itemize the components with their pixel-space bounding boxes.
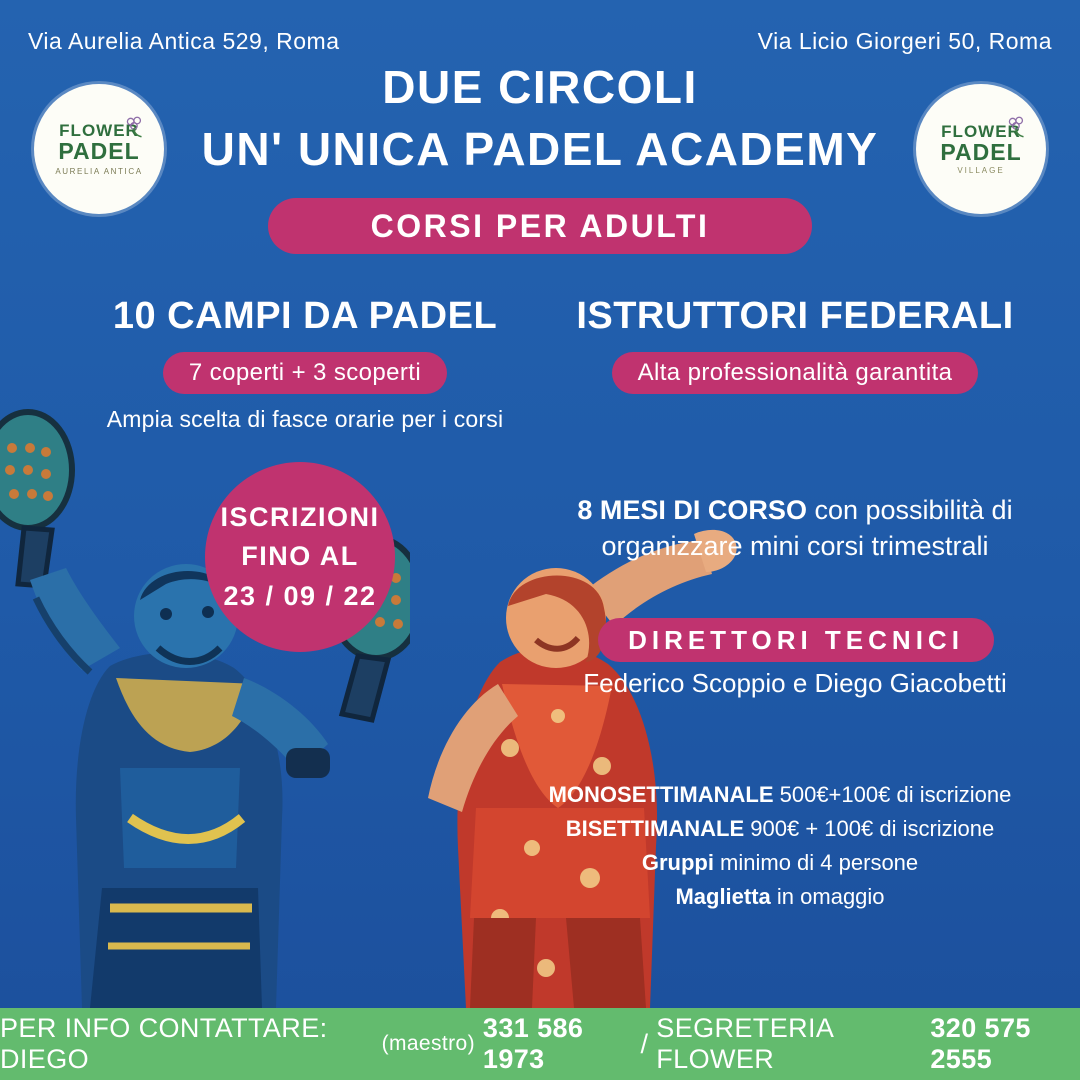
subtitle-pill: CORSI PER ADULTI xyxy=(268,198,812,254)
address-right: Via Licio Giorgeri 50, Roma xyxy=(757,28,1052,54)
flower-leaf-icon xyxy=(122,114,148,140)
feature-right xyxy=(560,296,1030,394)
logo-right-padel: PADEL xyxy=(940,138,1022,165)
direttori-pill: DIRETTORI TECNICI xyxy=(598,618,994,662)
footer-phone-1[interactable]: 331 586 1973 xyxy=(482,1013,584,1074)
logo-flower-padel-aurelia xyxy=(34,84,164,214)
logo-left-sub: AURELIA ANTICA xyxy=(55,166,143,176)
logo-right-sub: VILLAGE xyxy=(957,166,1005,176)
footer-segreteria: SEGRETERIA FLOWER xyxy=(656,1013,833,1074)
price-label: BISETTIMANALE xyxy=(565,816,745,842)
price-value: in omaggio xyxy=(770,884,885,910)
feature-left-pill: 7 coperti + 3 scoperti xyxy=(163,352,447,394)
feature-right-title: ISTRUTTORI FEDERALI xyxy=(576,295,1014,337)
logo-right-flower: FLOWER xyxy=(941,121,1021,141)
course-duration-text xyxy=(560,492,1030,565)
logo-flower-padel-village xyxy=(916,84,1046,214)
footer-intro: PER INFO CONTATTARE: DIEGO xyxy=(0,1013,328,1074)
price-value: 900€ + 100€ di iscrizione xyxy=(744,816,995,842)
feature-left-title: 10 CAMPI DA PADEL xyxy=(112,295,498,337)
price-list xyxy=(520,778,1040,914)
badge-line-3: 23 / 09 / 22 xyxy=(223,580,377,611)
price-label: MONOSETTIMANALE xyxy=(548,782,774,807)
footer-maestro: (maestro) xyxy=(381,1032,476,1055)
logo-left-padel: PADEL xyxy=(58,138,140,165)
footer-separator: / xyxy=(640,1028,649,1059)
contact-footer xyxy=(0,1008,1080,1080)
player-illustration-left xyxy=(0,348,410,1008)
logo-left-flower: FLOWER xyxy=(59,121,139,141)
footer-phone-2[interactable]: 320 575 2555 xyxy=(930,1013,1031,1074)
flower-leaf-icon xyxy=(1004,114,1030,140)
price-label: Maglietta xyxy=(675,884,771,910)
list-item xyxy=(520,846,1040,880)
list-item xyxy=(520,812,1040,846)
price-label: Gruppi xyxy=(641,850,714,876)
status-badge-iscrizioni xyxy=(205,462,395,652)
course-duration-bold: 8 MESI DI CORSO xyxy=(577,495,807,525)
badge-line-2: FINO AL xyxy=(241,541,359,572)
headline-line-1: DUE CIRCOLI xyxy=(382,61,698,113)
direttori-names: Federico Scoppio e Diego Giacobetti xyxy=(583,668,1007,698)
feature-left-note: Ampia scelta di fasce orarie per i corsi xyxy=(106,405,504,432)
address-left: Via Aurelia Antica 529, Roma xyxy=(28,28,340,54)
feature-right-pill: Alta professionalità garantita xyxy=(612,352,979,394)
headline-line-2: UN' UNICA PADEL ACADEMY xyxy=(201,123,879,176)
badge-line-1: ISCRIZIONI xyxy=(220,502,380,533)
list-item xyxy=(520,778,1040,812)
price-value: 500€+100€ di iscrizione xyxy=(773,782,1012,807)
course-duration-rest: con possibilità di organizzare mini corsi trimestrali xyxy=(601,495,1013,562)
list-item xyxy=(520,880,1040,914)
price-value: minimo di 4 persone xyxy=(713,850,919,876)
